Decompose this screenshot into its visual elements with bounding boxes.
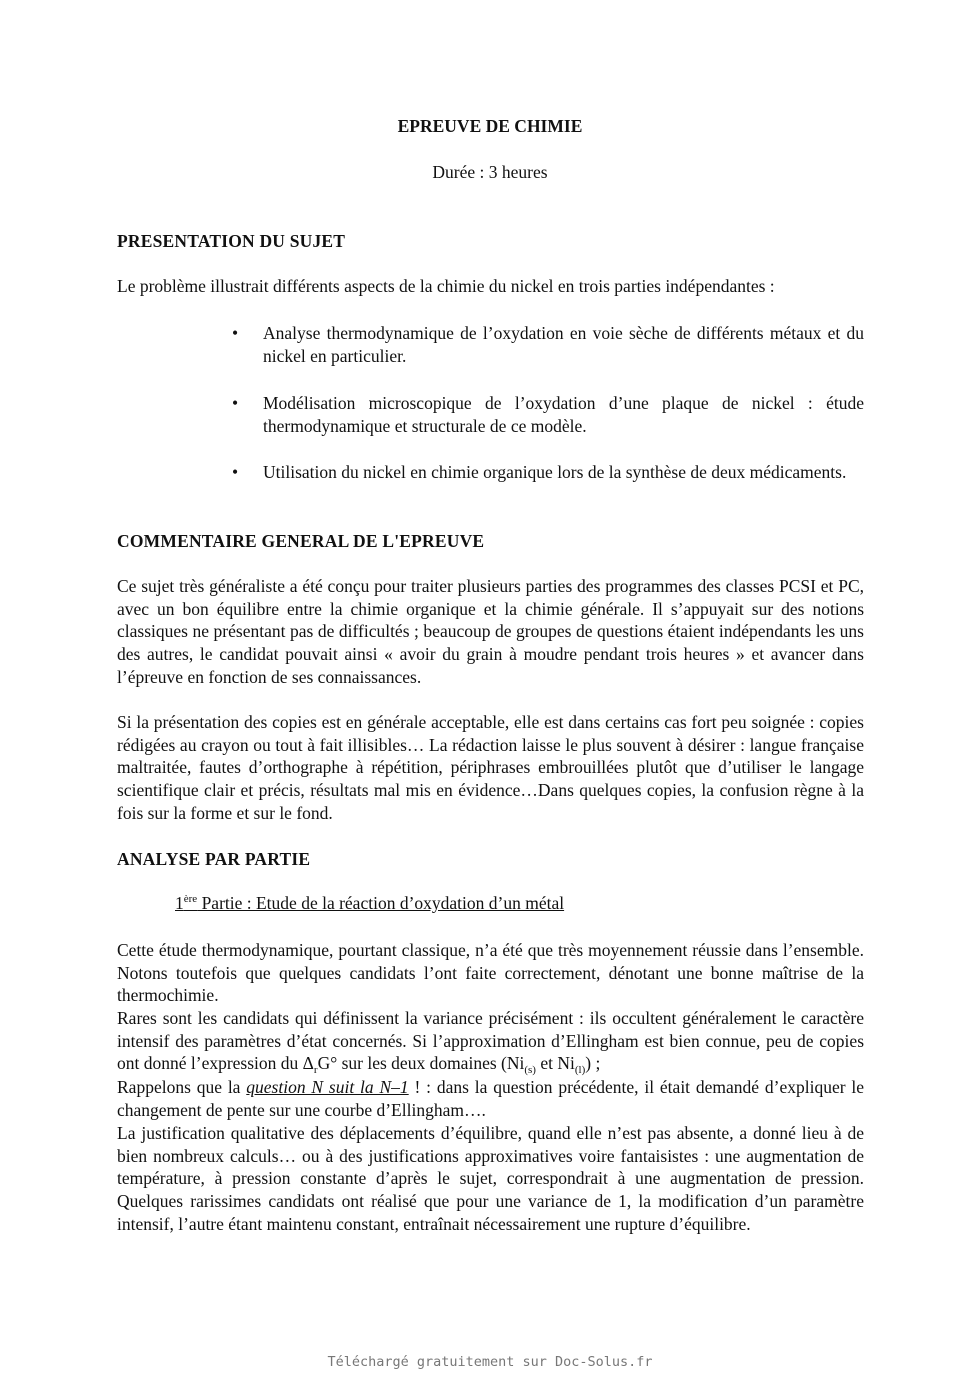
commentaire-paragraph-2: Si la présentation des copies est en générale acceptable, elle est dans certains cas fort peu soignée : copies rédigées au crayon ou tout à fait illisibles… La rédaction laisse le plus souvent à désirer : langue française maltraitée, fautes d’orthographe à répétition, périphrases embrouillées plutôt que d’utiliser le langage scientifique clair et précis, résultats mal mis en évidence…Dans quelques copies, la confusion règne à la fois sur la forme et sur le fond.	[117, 712, 864, 823]
part-number: 1	[175, 893, 184, 913]
part-title-text: Partie : Etude de la réaction d’oxydation d’un métal	[197, 893, 565, 913]
subscript: (l)	[574, 1064, 586, 1077]
part-title	[175, 893, 564, 914]
section-heading-commentaire: COMMENTAIRE GENERAL DE L'EPREUVE	[117, 531, 485, 551]
list-item	[232, 461, 864, 484]
text-run: Rares sont les candidats qui définissent la variance précisément : ils occultent généralement le caractère intensif des paramètres d’état concernés. Si l’approximation d’Ellingham est bien connue, peu de copies ont donné l’expression du Δ	[117, 1008, 864, 1074]
section-heading-presentation: PRESENTATION DU SUJET	[117, 231, 346, 251]
subscript: r	[313, 1064, 318, 1077]
part-number-superscript: ère	[183, 893, 198, 905]
text-run: ! : dans la question précédente, il était demandé d’expliquer le changement de pente sur une courbe d’Ellingham….	[117, 1077, 865, 1120]
bullet-icon: •	[232, 462, 239, 482]
subscript: (s)	[524, 1064, 536, 1077]
list-item-text: Modélisation microscopique de l’oxydation d’une plaque de nickel : étude thermodynamique et structurale de ce modèle.	[263, 393, 864, 436]
bullet-icon: •	[232, 323, 239, 343]
emphasis: question N suit la N–1	[246, 1077, 409, 1097]
text-run: Rappelons que la	[117, 1077, 247, 1097]
text-run: G° sur les deux domaines (Ni	[317, 1053, 525, 1074]
analyse-paragraph-2	[117, 1007, 864, 1082]
list-item-text: Analyse thermodynamique de l’oxydation en voie sèche de différents métaux et du nickel en particulier.	[263, 323, 864, 366]
presentation-intro: Le problème illustrait différents aspects de la chimie du nickel en trois parties indépendantes :	[117, 276, 775, 296]
exam-duration: Durée : 3 heures	[432, 162, 548, 182]
page-title: EPREUVE DE CHIMIE	[397, 116, 583, 136]
analyse-paragraph-3	[117, 1076, 864, 1121]
text-run: et Ni	[535, 1053, 575, 1074]
list-item-text: Utilisation du nickel en chimie organique lors de la synthèse de deux médicaments.	[263, 462, 847, 482]
list-item	[232, 392, 864, 437]
text-run: ) ;	[585, 1053, 601, 1074]
commentaire-paragraph-1: Ce sujet très généraliste a été conçu pour traiter plusieurs parties des programmes des classes PCSI et PC, avec un bon équilibre entre la chimie organique et la chimie générale. Il s’appuyait sur des notions classiques ne présentant pas de difficultés ; beaucoup de groupes de questions étaient indépendants les uns des autres, le candidat pouvait ainsi « avoir du grain à moudre pendant trois heures » et avancer dans l’épreuve en fonction de ses connaissances.	[117, 576, 864, 687]
analyse-paragraph-4: La justification qualitative des déplacements d’équilibre, quand elle n’est pas absente, a donné lieu à de bien nombreux calculs… ou à des justifications approximatives voire fantaisistes : une augmentation de température, à pression constante d’après le sujet, correspondrait à une augmentation de pression. Quelques rarissimes candidats ont réalisé que pour une variance de 1, la modification d’un paramètre intensif, l’autre étant maintenu constant, entraînait nécessairement une rupture d’équilibre.	[117, 1123, 864, 1234]
analyse-paragraph-1: Cette étude thermodynamique, pourtant classique, n’a été que très moyennement réussie dans l’ensemble. Notons toutefois que quelques candidats l’ont faite correctement, dénotant une bonne maîtrise de la thermochimie.	[117, 940, 864, 1006]
list-item	[232, 322, 864, 367]
section-heading-analyse: ANALYSE PAR PARTIE	[117, 849, 311, 869]
download-footer: Téléchargé gratuitement sur Doc-Solus.fr	[327, 1354, 653, 1370]
bullet-icon: •	[232, 393, 239, 413]
